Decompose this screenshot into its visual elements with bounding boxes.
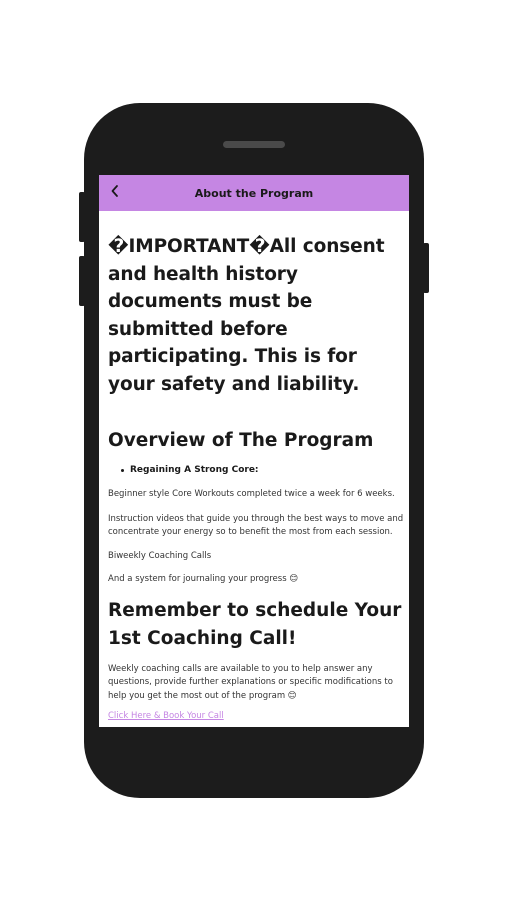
bullet-regaining-core: Regaining A Strong Core:: [108, 465, 404, 475]
chevron-left-icon: [110, 184, 120, 198]
paragraph-workouts: Beginner style Core Workouts completed twice a week for 6 weeks.: [108, 489, 395, 499]
reminder-heading: Remember to schedule Your 1st Coaching Call!: [108, 599, 402, 649]
paragraph-coaching: Weekly coaching calls are available to you to help answer any questions, provide further explanations or specific modifications to help you get the most out of the program 😊: [108, 663, 393, 701]
app-screen: [99, 175, 409, 727]
program-content: [108, 233, 404, 724]
phone-speaker: [223, 141, 285, 148]
book-call-link[interactable]: Click Here & Book Your Call: [108, 711, 224, 721]
back-button[interactable]: [105, 180, 125, 202]
paragraph-videos: Instruction videos that guide you through the best ways to move and concentrate your energy so to benefit the most from each session.: [108, 513, 404, 537]
important-notice: �IMPORTANT�All consent and health history documents must be submitted before participating. This is for your safety and liability.: [108, 236, 385, 395]
page-title: About the Program: [194, 186, 314, 200]
app-bar: [99, 175, 409, 211]
overview-heading: Overview of The Program: [108, 430, 374, 451]
paragraph-journaling: And a system for journaling your progress 😊: [108, 574, 299, 584]
paragraph-calls: Biweekly Coaching Calls: [108, 550, 212, 561]
